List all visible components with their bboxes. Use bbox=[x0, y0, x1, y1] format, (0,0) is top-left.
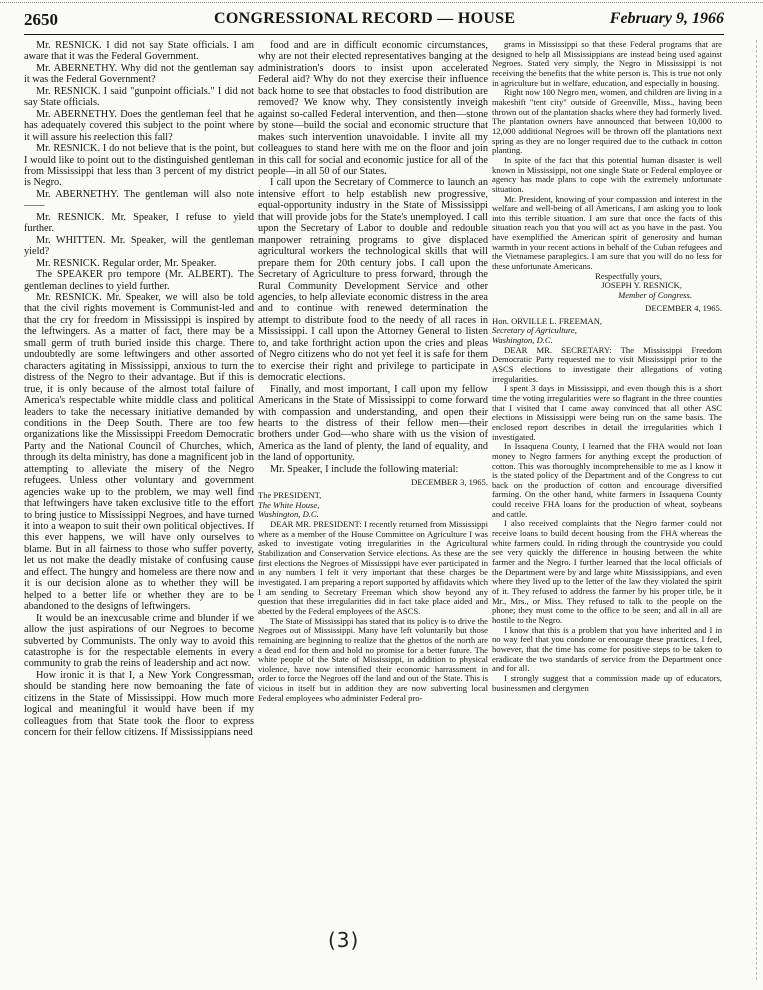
text-column-3 bbox=[492, 40, 722, 978]
letter-addressee bbox=[258, 491, 488, 520]
top-edge-border bbox=[0, 2, 763, 5]
page-header bbox=[24, 10, 724, 32]
letter-paragraph: I spent 3 days in Mississippi, and even though this is a short time the voting irregularities were so flagrant in the three counties that I visited that I came away convinced that all other ASC elections in Mississippi were being run on the same basis. The enclosed report describes in detail the irregularities which I investigated. bbox=[492, 383, 722, 442]
signature-name: JOSEPH Y. RESNICK, bbox=[601, 280, 682, 291]
letter-closing: Respectfully yours, bbox=[595, 270, 662, 281]
letter-date: DECEMBER 4, 1965. bbox=[645, 302, 722, 313]
page-number: 2650 bbox=[24, 10, 58, 29]
header-rule bbox=[24, 34, 724, 35]
letter-paragraph: grams in Mississippi so that these Federal programs that are designed to help all Mississippians are instead being used against Negroes. Stated very simply, the Negro in Mississippi is not receiving the benefits that the white person is. This is true not only in agriculture but in welfare, education, and especially in housing. bbox=[492, 40, 722, 88]
addressee-office: The White House, bbox=[258, 499, 320, 510]
paragraph: It would be an inexcusable crime and blunder if we allow the just aspirations of our Negroes to become subverted by Communists. The only way to avoid this catastrophe is for the respectable elements in every community to grab the reins of leadership and act now. bbox=[24, 612, 254, 670]
paragraph: Finally, and most important, I call upon my fellow Americans in the State of Mississippi to come forward with compassion and understanding, and open their hearts to the distress of their fellow men—their brothers under God—who share with us the vision of America as the land of plenty, the land of equality, and the land of opportunity. bbox=[258, 383, 488, 464]
letter-date: DECEMBER 3, 1965. bbox=[411, 477, 488, 488]
letter-paragraph: The State of Mississippi has stated that its policy is to drive the Negroes out of Mississippi. Many have left voluntarily but those remaining are beginning to realize that the ghettos of the north are a dead end for them and hold no promise for a better future. The white people of the State of Mississippi, in addition to physical violence, have now intensified their economic harrassment in order to force the Negroes off the land and out of the State. This is vicious in itself but in addition they are now subverting local Federal employees who administer Federal pro- bbox=[258, 615, 488, 703]
letter-paragraph: In spite of the fact that this potential human disaster is well known in Mississippi, not one single State or Federal employee or agency has made plans to cope with the extremely unfortunate situation. bbox=[492, 154, 722, 194]
running-head: CONGRESSIONAL RECORD — HOUSE bbox=[214, 10, 516, 27]
letter-paragraph: In Issaquena County, I learned that the FHA would not loan money to Negro farmers for anything except the production of cotton. This was thoroughly incomprehensible to me as I know it is the stated policy of the Department and of the Congress to cut back on the production of cotton and encourage diversified farming. On the other hand, white farmers in Issaquena County could receive FHA loans for the production of wheat, soybeans and cattle. bbox=[492, 441, 722, 519]
paragraph: Mr. Speaker, I include the following material: bbox=[270, 463, 459, 475]
paragraph: How ironic it is that I, a New York Congressman, should be standing here now bemoaning the fate of citizens in the State of Mississippi. How much more logical and meaningful it would have been if my colleagues from that State took the floor to express concern for their fellow citizens. If Mississippians need bbox=[24, 669, 254, 739]
paragraph: Mr. ABERNETHY. Does the gentleman feel that he has adequately covered this subject to the point where it will assure his reelection this fall? bbox=[24, 108, 254, 143]
paragraph: Mr. ABERNETHY. The gentleman will also note—— bbox=[24, 188, 254, 212]
letter-paragraph: Mr. President, knowing of your compassion and interest in the welfare and well-being of all Americans, I am asking you to look into this terrible situation. I am sure that once the facts of this situation reach you that you will act as you have in the past. You have exemplified the American spirit of generosity and human warmth in your recent actions in behalf of the Cuban refugees and the Vietnamese paraplegics. I am sure that you will do no less for these unfortunate Americans. bbox=[492, 193, 722, 272]
paragraph: The SPEAKER pro tempore (Mr. ALBERT). The gentleman declines to yield further. bbox=[24, 269, 254, 292]
signature-title: Member of Congress. bbox=[618, 290, 692, 301]
addressee-name: The PRESIDENT, bbox=[258, 489, 322, 500]
paragraph: Mr. WHITTEN. Mr. Speaker, will the gentleman yield? bbox=[24, 234, 254, 258]
issue-date: February 9, 1966 bbox=[609, 10, 724, 27]
binding-edge-marks bbox=[748, 40, 757, 980]
addressee-city: Washington, D.C. bbox=[258, 509, 319, 520]
letter-paragraph: I also received complaints that the Negro farmer could not receive loans to build decent housing from the FHA whereas the white farmers could. In riding through the countryside you could see very quickly the difference in housing between the white farmer and the Negro. I further learned that the local officials of the Department were by and large white Mississippians, and even where they lived up to the letter of the law they violated the spirit of it. They refused to address the farmer by his proper title, be it Mr., Mrs., or Miss. They refused to talk to the people on the phone; they must come to the office to be seen; and all in all are hostile to the Negro. bbox=[492, 518, 722, 625]
paragraph: food and are in difficult economic circumstances, why are not their elected representatives banging at the administration's doors to insist upon accelerated Federal aid? Why do not they exercise their influence back home to see that obstacles to food distribution are removed? We know why. They consistently inveigh against so-called Federal intervention, and then—stone by stone—build the social and economic structure that makes such intervention unavoidable. I invite all my colleagues to stand here with me on the floor and join in this call for social and economic justice for all of the people—in all 50 of our States. bbox=[258, 40, 488, 177]
paragraph: Mr. RESNICK. I said "gunpoint officials." I did not say State officials. bbox=[24, 85, 254, 109]
handwritten-page-mark: (3) bbox=[328, 928, 360, 952]
paragraph: Mr. ABERNETHY. Why did not the gentleman say it was the Federal Government? bbox=[24, 62, 254, 86]
letter-paragraph: I strongly suggest that a commission made up of educators, businessmen and clergymen bbox=[492, 672, 722, 693]
addressee-name: Hon. ORVILLE L. FREEMAN, bbox=[492, 315, 603, 326]
paragraph: Mr. RESNICK. Mr. Speaker, I refuse to yield further. bbox=[24, 211, 254, 235]
letter-addressee bbox=[492, 317, 722, 346]
paragraph: Mr. RESNICK. Mr. Speaker, we will also be told that the civil rights movement is Communist-led and that the cry for freedom in Mississippi is inspired by the leftwingers. As a matter of fact, there may be a small germ of truth buried inside this charge. There undoubtedly are some leftwingers and other assorted characters agitating in Mississippi, anxious to turn the distress of the Negro to their advantage. But if this is true, it is only because of the almost total failure of America's respectable white middle class and political leaders to take the necessary initiative demanded by conditions in the Deep South. There are too few organizations like the Mississippi Freedom Democratic Party and the National Council of Churches, which, through its delta ministry, has done a magnificent job in attempting to alleviate the misery of the Negro refugees. Unless other voluntary and government agencies wake up to the problem, we may well find that leftwingers have taken exclusive title to the effort to bring justice to Mississippi Negroes, and have turned it into a weapon to suit their own political objectives. If this ever happens, we will have only ourselves to blame. But in all fairness to those who suffer poverty, let us not make the deadly mistake of confusing cause and effect. The hungry and homeless are there now and it is our decision alone as to whether they will be helped to a better life or whether they are to be abandoned to the designs of leftwingers. bbox=[24, 291, 254, 613]
letter-paragraph: I know that this is a problem that you have inherited and I in no way feel that you condone or encourage these practices. I feel, however, that the time has come for positive steps to be taken to eradicate the two standards of service from the Department once and for all. bbox=[492, 624, 722, 674]
letter-paragraph: DEAR MR. PRESIDENT: I recently returned from Mississippi where as a member of the House Committee on Agriculture I was asked to investigate voting irregularities in the Agricultural Stabilization and Conservation Service elections. As these are the first elections the Negroes of Mississippi have ever participated in in any numbers I felt it very important that these charges be investigated. I am preparing a report supported by affidavits which I am sending to Secretary Freeman which show beyond any question that these irregularities did in fact take place aided and abetted by the Federal employees of the ASCS. bbox=[258, 518, 488, 616]
paragraph: Mr. RESNICK. I did not say State officials. I am aware that it was the Federal Government. bbox=[24, 40, 254, 63]
paragraph: Mr. RESNICK. Regular order, Mr. Speaker. bbox=[36, 257, 217, 269]
text-column-2 bbox=[258, 40, 488, 978]
paragraph: I call upon the Secretary of Commerce to launch an intensive effort to help establish new progressive, equal-opportunity industry in the State of Mississippi that will provide jobs for the State's unemployed. I call upon the Secretary of Labor to double and redouble manpower retraining programs to give displaced agricultural workers the technological skills that will prepare them for 20th century jobs. I call upon the Secretary of Agriculture to press forward, through the Rural Community Development Service and other agencies, to help alleviate economic distress in the area and to continue with renewed determination the attempt to distribute food to the needy of all races in Mississippi. I call upon the Attorney General to listen to, and take forthright action upon the cries and pleas of Negro citizens who do not yet feel it is safe for them to exercise their right and privilege to participate in democratic elections. bbox=[258, 177, 488, 384]
addressee-city: Washington, D.C. bbox=[492, 334, 553, 345]
letter-paragraph: DEAR MR. SECRETARY: The Mississippi Freedom Democratic Party requested me to visit Mississippi prior to the ASCS elections to investigate their allegations of voting irregularities. bbox=[492, 344, 722, 384]
letter-paragraph: Right now 100 Negro men, women, and children are living in a makeshift "tent city" outside of Greenville, Miss., having been thrown out of the plantation shacks where they had formerly lived. The plantation owners have announced that between 10,000 to 12,000 additional Negroes will be thrown off the plantations next spring as they are no longer required due to the cutback in cotton planting. bbox=[492, 87, 722, 156]
text-column-1 bbox=[24, 40, 254, 978]
paragraph: Mr. RESNICK. I do not believe that is the point, but I would like to point out to the distinguished gentleman from Mississippi that less than 3 percent of my district is Negro. bbox=[24, 143, 254, 189]
addressee-office: Secretary of Agriculture, bbox=[492, 325, 577, 336]
